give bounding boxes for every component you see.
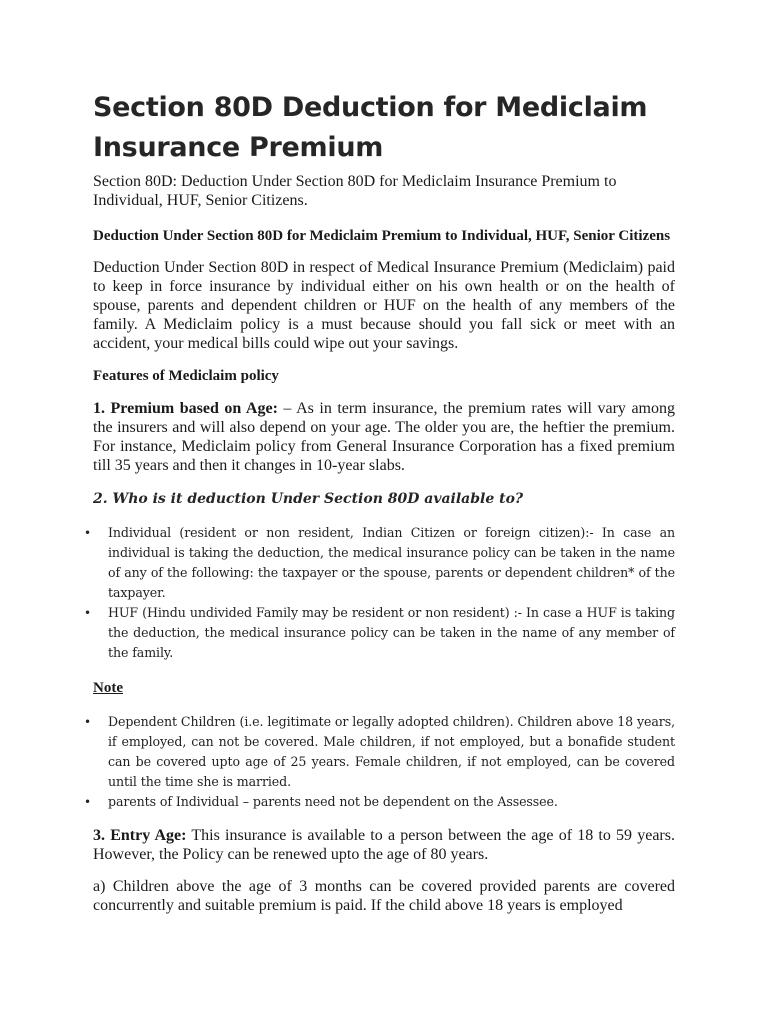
list-item-text: Dependent Children (i.e. legitimate or legally adopted children). Children above 18 years, if employed, can not be covered. Male children, if not employed, but a bonafide student can be covered upto age of 25 years. Female children, if not employed, can be covered until the time she is married. <box>108 714 675 789</box>
list-item <box>84 712 675 792</box>
section-heading: Deduction Under Section 80D for Mediclaim Premium to Individual, HUF, Senior Citizens <box>93 228 671 244</box>
list-item-text: HUF (Hindu undivided Family may be resident or non resident) :- In case a HUF is taking the deduction, the medical insurance policy can be taken in the name of any member of the family. <box>108 605 675 660</box>
intro-paragraph: Deduction Under Section 80D in respect of Medical Insurance Premium (Mediclaim) paid to keep in force insurance by individual either on his own health or on the health of spouse, parents and dependent children or HUF on the health of any members of the family. A Mediclaim policy is a must because should you fall sick or meet with an accident, your medical bills could wipe out your savings. <box>93 259 675 352</box>
document-subtitle: Section 80D: Deduction Under Section 80D for Mediclaim Insurance Premium to Individual, HUF, Senior Citizens. <box>93 173 617 209</box>
availability-list <box>84 523 675 663</box>
point-entry-age <box>93 826 675 864</box>
features-heading: Features of Mediclaim policy <box>93 368 279 384</box>
bullet-icon: • <box>84 795 91 809</box>
list-item-text: Individual (resident or non resident, Indian Citizen or foreign citizen):- In case an individual is taking the deduction, the medical insurance policy can be taken in the name of any of the following: the taxpayer or the spouse, parents or dependent children* of the taxpayer. <box>108 525 675 600</box>
list-item <box>84 792 675 812</box>
point-premium-age <box>93 399 675 475</box>
note-heading: Note <box>93 680 123 696</box>
note-list <box>84 712 675 812</box>
list-item <box>84 523 675 603</box>
point-entry-age-label: 3. Entry Age: <box>93 827 187 844</box>
point-availability-heading: 2. Who is it deduction Under Section 80D available to? <box>93 491 524 507</box>
document-title: Section 80D Deduction for Mediclaim Insurance Premium <box>93 92 648 163</box>
bullet-icon: • <box>84 715 91 729</box>
list-item-text: parents of Individual – parents need not be dependent on the Assessee. <box>108 794 558 809</box>
point-children-coverage: a) Children above the age of 3 months can be covered provided parents are covered concurrently and suitable premium is paid. If the child above 18 years is employed <box>93 878 675 914</box>
point-premium-age-text: – As in term insurance, the premium rates will vary among the insurers and will also depend on your age. The older you are, the heftier the premium. For instance, Mediclaim policy from General Insurance Corporation has a fixed premium till 35 years and then it changes in 10-year slabs. <box>93 400 675 474</box>
bullet-icon: • <box>84 606 91 620</box>
point-entry-age-text: This insurance is available to a person between the age of 18 to 59 years. However, the Policy can be renewed upto the age of 80 years. <box>93 827 675 863</box>
point-premium-age-label: 1. Premium based on Age: <box>93 400 278 417</box>
document-page <box>84 88 675 915</box>
bullet-icon: • <box>84 526 91 540</box>
list-item <box>84 603 675 663</box>
